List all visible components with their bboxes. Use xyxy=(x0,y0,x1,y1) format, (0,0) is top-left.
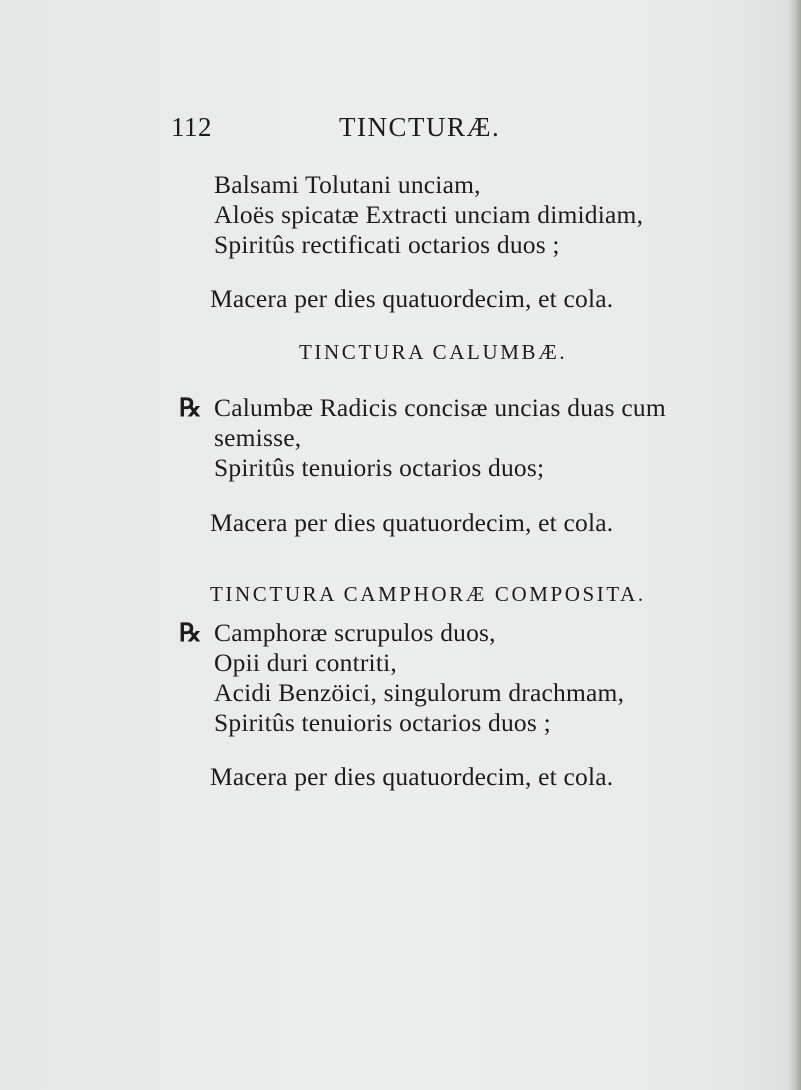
ingredient-line: Camphoræ scrupulos duos, xyxy=(214,618,496,647)
page-number: 112 xyxy=(171,112,212,142)
recipe-symbol: ℞ xyxy=(179,395,202,422)
instruction-line: Macera per dies quatuordecim, et cola. xyxy=(210,762,614,791)
page-header xyxy=(171,112,531,152)
ingredient-line: Aloës spicatæ Extracti unciam dimidiam, xyxy=(214,200,644,229)
ingredient-line: Calumbæ Radicis concisæ uncias duas cum xyxy=(214,393,666,422)
recipe-title: TINCTURA CAMPHORÆ COMPOSITA. xyxy=(210,582,646,606)
page-edge-shadow xyxy=(787,0,801,1090)
running-title: TINCTURÆ. xyxy=(339,112,501,142)
ingredient-line: Spiritûs rectificati octarios duos ; xyxy=(214,230,560,259)
instruction-line: Macera per dies quatuordecim, et cola. xyxy=(210,508,614,537)
ingredient-line: Spiritûs tenuioris octarios duos; xyxy=(214,453,545,482)
recipe-title: TINCTURA CALUMBÆ. xyxy=(299,340,568,364)
recipe-symbol: ℞ xyxy=(179,620,202,647)
ingredient-line: Spiritûs tenuioris octarios duos ; xyxy=(214,708,551,737)
ingredient-line: Opii duri contriti, xyxy=(214,648,397,677)
instruction-line: Macera per dies quatuordecim, et cola. xyxy=(210,284,614,313)
ingredient-line: Balsami Tolutani unciam, xyxy=(214,170,481,199)
ingredient-line: Acidi Benzöici, singulorum drachmam, xyxy=(214,678,625,707)
ingredient-line: semisse, xyxy=(214,423,302,452)
